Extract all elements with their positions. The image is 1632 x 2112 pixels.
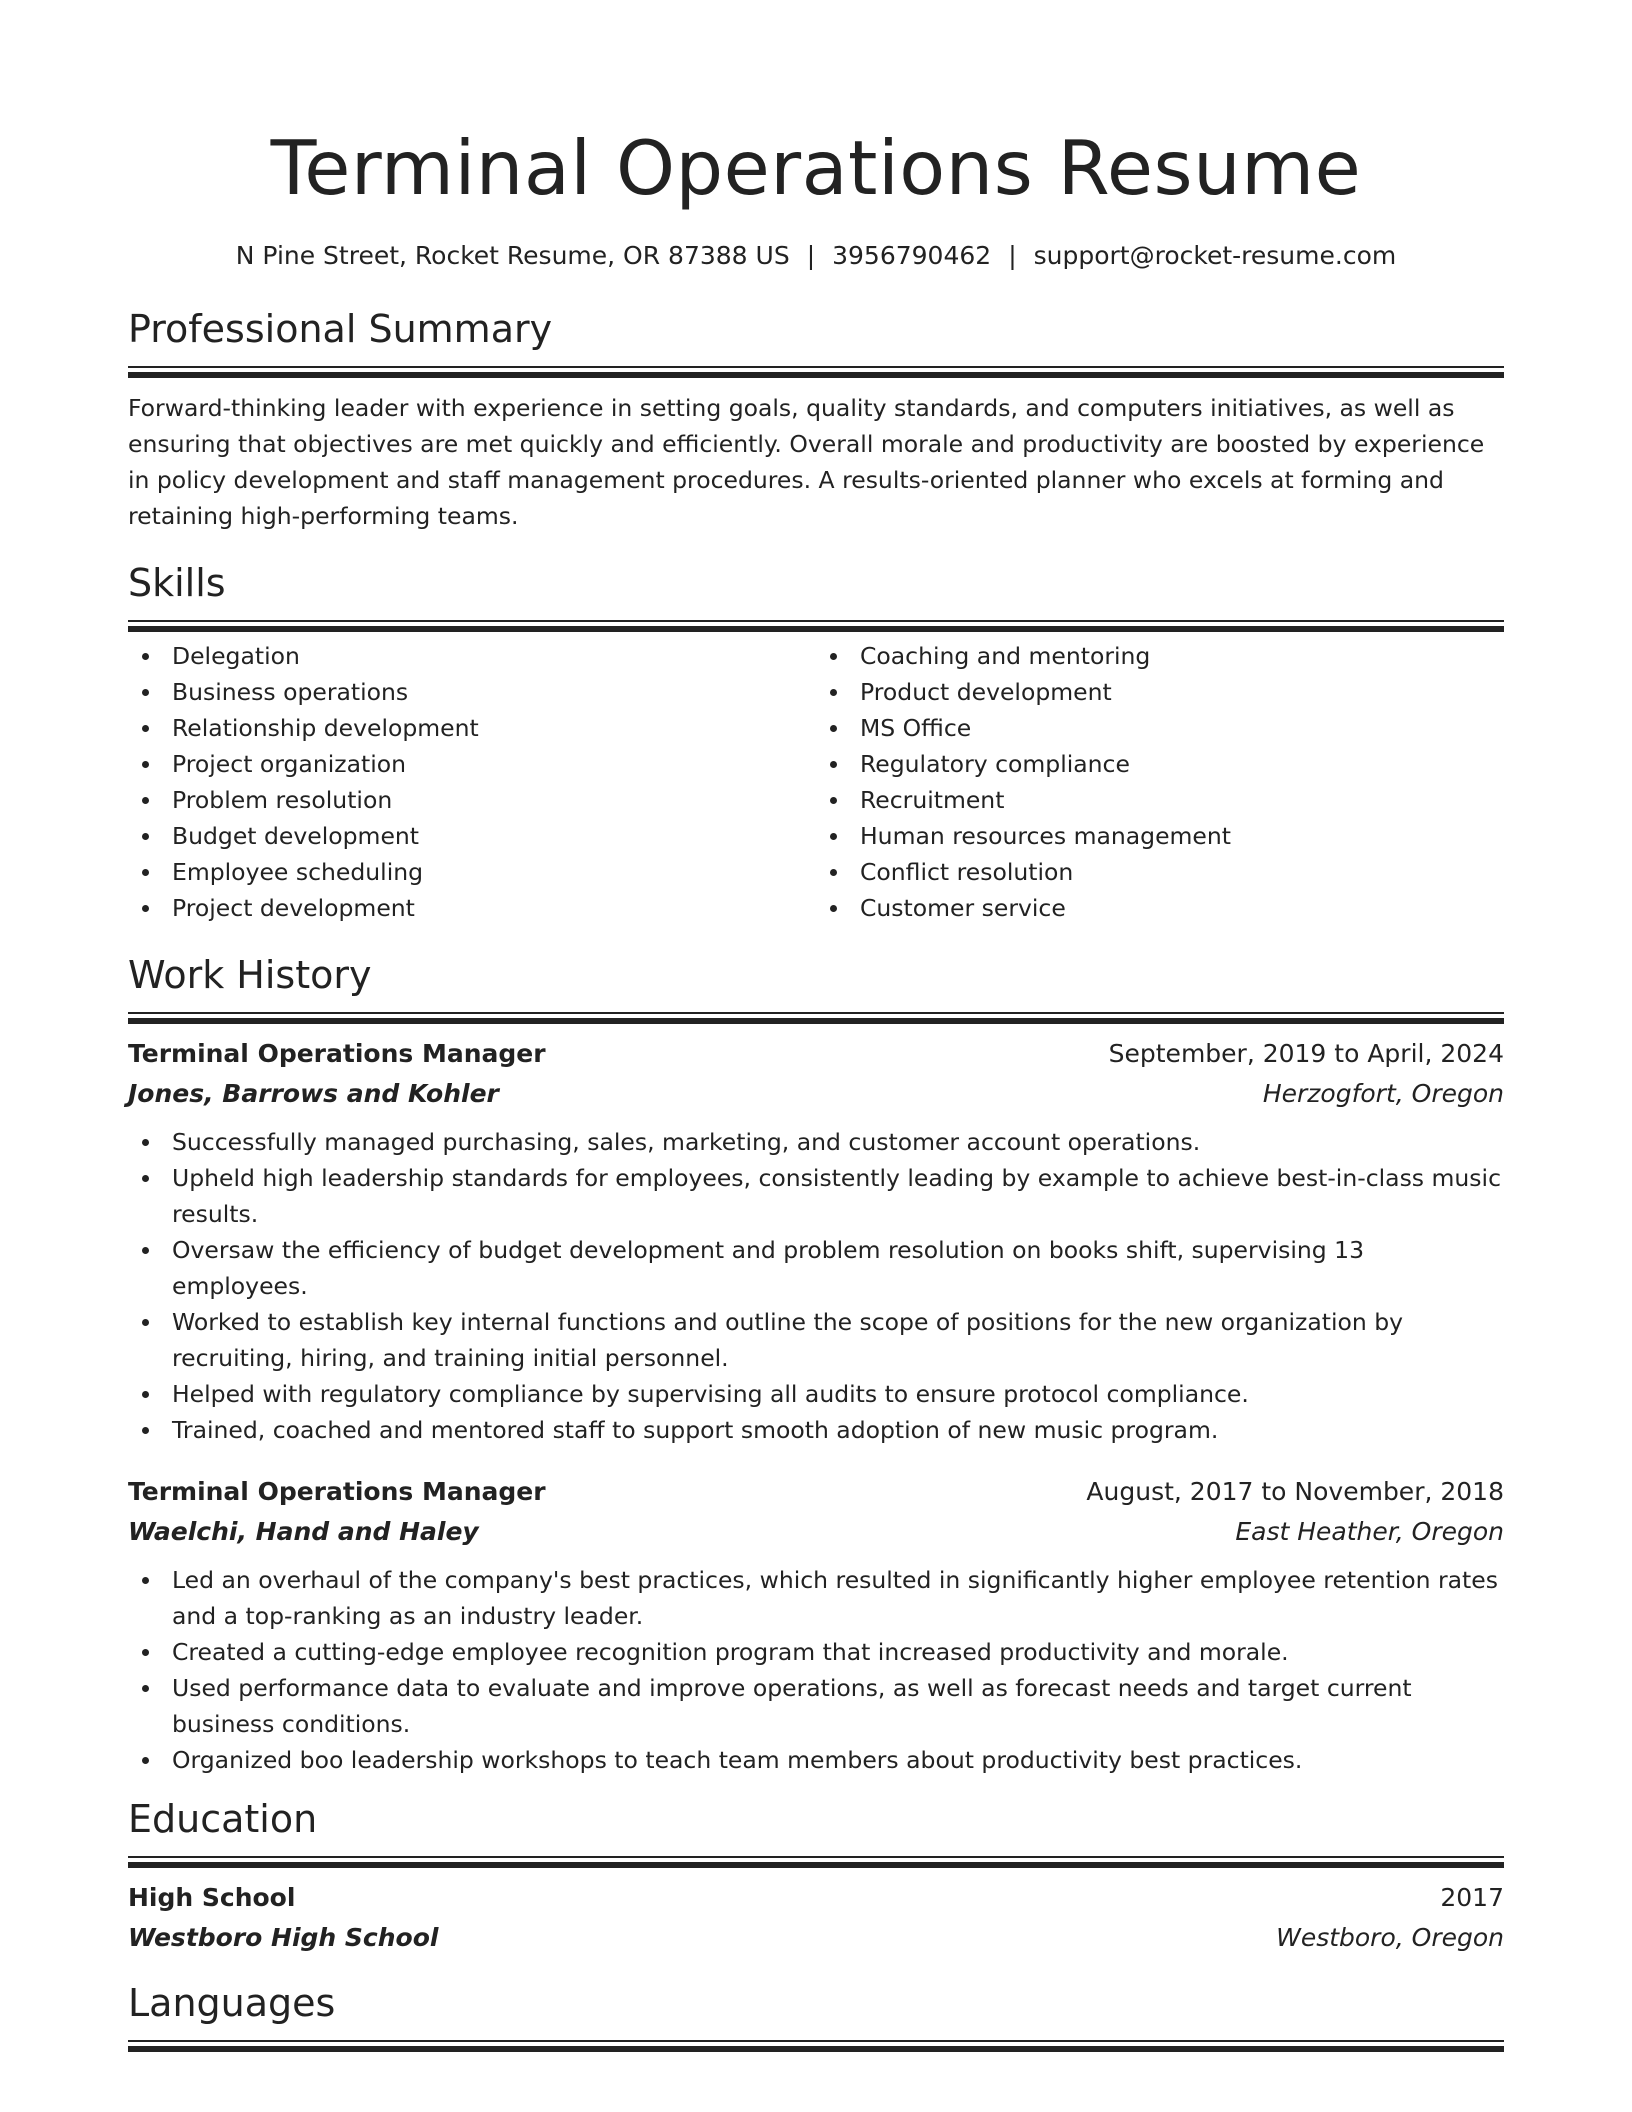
job-title: Terminal Operations Manager bbox=[128, 1477, 546, 1506]
skill-item: Product development bbox=[816, 674, 1504, 710]
skill-item: Business operations bbox=[128, 674, 816, 710]
section-title-languages: Languages bbox=[128, 1981, 336, 2025]
resume-title: Terminal Operations Resume bbox=[270, 124, 1362, 212]
summary-text: Forward-thinking leader with experience in setting goals, quality standards, and computers initiatives, as well as ensuring that objectives are met quickly and efficiently. Overall morale and productivity are boosted by experience in policy development and staff management procedures. A results-oriented planner who excels at forming and retaining high-performing teams. bbox=[128, 394, 1485, 530]
contact-phone: 3956790462 bbox=[832, 241, 992, 270]
skill-item: Recruitment bbox=[816, 782, 1504, 818]
job-bullet: Successfully managed purchasing, sales, marketing, and customer account operations. bbox=[128, 1124, 1504, 1160]
job-title: Terminal Operations Manager bbox=[128, 1039, 546, 1068]
skills-list-right bbox=[816, 638, 1504, 926]
job-dates: August, 2017 to November, 2018 bbox=[1086, 1477, 1504, 1506]
job-bullet: Upheld high leadership standards for employees, consistently leading by example to achieve best-in-class music results. bbox=[128, 1160, 1504, 1232]
education-entry bbox=[128, 1878, 1504, 1958]
skill-item: Customer service bbox=[816, 890, 1504, 926]
section-title-summary: Professional Summary bbox=[128, 307, 553, 351]
job-company: Jones, Barrows and Kohler bbox=[128, 1079, 499, 1108]
education-year: 2017 bbox=[1440, 1883, 1504, 1912]
section-divider bbox=[128, 2040, 1504, 2056]
skills-columns bbox=[128, 638, 1504, 926]
section-divider bbox=[128, 1012, 1504, 1028]
job-bullet: Led an overhaul of the company's best practices, which resulted in significantly higher employee retention rates and a top-ranking as an industry leader. bbox=[128, 1562, 1504, 1634]
job-bullet: Oversaw the efficiency of budget development and problem resolution on books shift, supervising 13 employees. bbox=[128, 1232, 1504, 1304]
skill-item: Regulatory compliance bbox=[816, 746, 1504, 782]
skills-section bbox=[128, 558, 1504, 926]
education-header bbox=[128, 1878, 1504, 1918]
work-section bbox=[128, 950, 1504, 1778]
contact-line bbox=[128, 238, 1504, 274]
languages-section bbox=[128, 1978, 1504, 2056]
skill-item: Conflict resolution bbox=[816, 854, 1504, 890]
job-bullet: Used performance data to evaluate and improve operations, as well as forecast needs and target current business conditions. bbox=[128, 1670, 1504, 1742]
contact-separator: | bbox=[1008, 241, 1017, 270]
skill-item: Human resources management bbox=[816, 818, 1504, 854]
job-bullet: Created a cutting-edge employee recognition program that increased productivity and morale. bbox=[128, 1634, 1504, 1670]
summary-section bbox=[128, 304, 1504, 534]
skill-item: Delegation bbox=[128, 638, 816, 674]
skill-item: MS Office bbox=[816, 710, 1504, 746]
skill-item: Project development bbox=[128, 890, 816, 926]
section-divider bbox=[128, 620, 1504, 636]
skill-item: Project organization bbox=[128, 746, 816, 782]
education-section bbox=[128, 1794, 1504, 1958]
job-entry bbox=[128, 1034, 1504, 1448]
education-subheader bbox=[128, 1918, 1504, 1958]
job-subheader bbox=[128, 1512, 1504, 1552]
contact-email: support@rocket-resume.com bbox=[1033, 241, 1397, 270]
job-bullet: Trained, coached and mentored staff to support smooth adoption of new music program. bbox=[128, 1412, 1504, 1448]
section-divider bbox=[128, 366, 1504, 382]
job-entry bbox=[128, 1472, 1504, 1778]
contact-address: N Pine Street, Rocket Resume, OR 87388 US bbox=[235, 241, 790, 270]
job-company: Waelchi, Hand and Haley bbox=[128, 1517, 479, 1546]
skills-list-left bbox=[128, 638, 816, 926]
contact-separator: | bbox=[806, 241, 816, 270]
skill-item: Budget development bbox=[128, 818, 816, 854]
job-bullet: Helped with regulatory compliance by supervising all audits to ensure protocol compliance. bbox=[128, 1376, 1504, 1412]
job-header bbox=[128, 1034, 1504, 1074]
section-divider bbox=[128, 1856, 1504, 1872]
job-location: Herzogfort, Oregon bbox=[1262, 1079, 1504, 1108]
job-header bbox=[128, 1472, 1504, 1512]
section-title-work: Work History bbox=[128, 953, 372, 997]
section-title-education: Education bbox=[128, 1797, 318, 1841]
skill-item: Coaching and mentoring bbox=[816, 638, 1504, 674]
job-bullets bbox=[128, 1124, 1504, 1448]
job-bullet: Organized boo leadership workshops to teach team members about productivity best practices. bbox=[128, 1742, 1504, 1778]
education-location: Westboro, Oregon bbox=[1276, 1923, 1504, 1952]
job-location: East Heather, Oregon bbox=[1235, 1517, 1504, 1546]
skill-item: Relationship development bbox=[128, 710, 816, 746]
section-title-skills: Skills bbox=[128, 561, 226, 605]
job-bullet: Worked to establish key internal functions and outline the scope of positions for the new organization by recruiting, hiring, and training initial personnel. bbox=[128, 1304, 1504, 1376]
skill-item: Employee scheduling bbox=[128, 854, 816, 890]
education-degree: High School bbox=[128, 1883, 296, 1912]
skill-item: Problem resolution bbox=[128, 782, 816, 818]
job-subheader bbox=[128, 1074, 1504, 1114]
education-school: Westboro High School bbox=[128, 1923, 439, 1952]
job-bullets bbox=[128, 1562, 1504, 1778]
job-dates: September, 2019 to April, 2024 bbox=[1108, 1039, 1504, 1068]
